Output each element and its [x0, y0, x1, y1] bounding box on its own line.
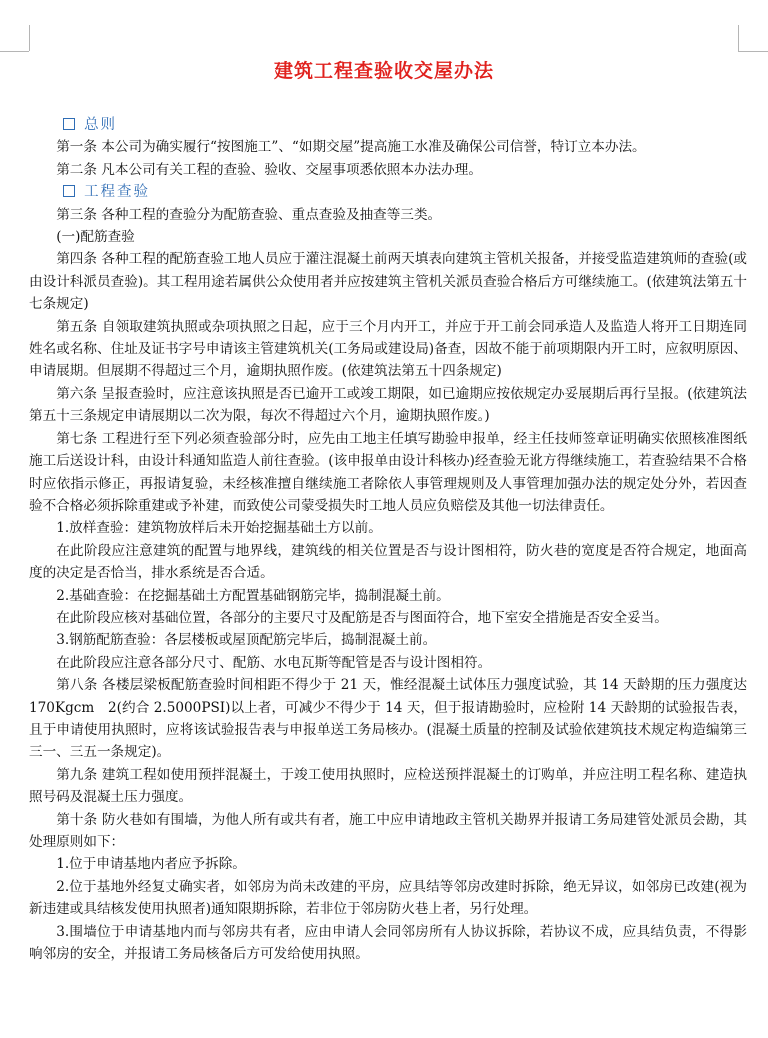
body-paragraph: 第一条 本公司为确实履行“按图施工”、“如期交屋”提高施工水准及确保公司信誉，特订立本办法。 — [56, 139, 646, 156]
body-paragraph: 1.放样查验：建筑物放样后未开始挖掘基础土方以前。 — [56, 520, 382, 537]
crop-mark-top-right-horizontal — [738, 51, 768, 52]
document-body — [29, 114, 747, 965]
checkbox-square-icon — [63, 118, 75, 130]
body-paragraph: 2.位于基地外经复丈确实者，如邻房为尚未改建的平房，应具结等邻房改建时拆除，绝无异议，如邻房已改建(视为新违建或具结核发使用执照者)通知限期拆除，若非位于邻房防火巷上者，另行处理。 — [29, 878, 747, 918]
body-paragraph: 在此阶段应注意建筑的配置与地界线，建筑线的相关位置是否与设计图相符，防火巷的宽度是否符合规定，地面高度的决定是否恰当，排水系统是否合适。 — [29, 542, 747, 582]
body-paragraph: 3.钢筋配筋查验：各层楼板或屋顶配筋完毕后，捣制混凝土前。 — [56, 632, 437, 649]
body-paragraph: 第六条 呈报查验时，应注意该执照是否已逾开工或竣工期限，如已逾期应按依规定办妥展期后再行呈报。(依建筑法第五十三条规定申请展期以二次为限，每次不得超过六个月，逾期执照作废。) — [29, 385, 747, 425]
body-paragraph: 第九条 建筑工程如使用预拌混凝土，于竣工使用执照时，应检送预拌混凝土的订购单，并应注明工程名称、建造执照号码及混凝土压力强度。 — [29, 766, 747, 806]
section-heading — [29, 181, 747, 203]
body-paragraph: (一)配筋查验 — [56, 229, 135, 246]
body-paragraph: 2.基础查验：在挖掘基础土方配置基础钢筋完毕，捣制混凝土前。 — [56, 587, 450, 604]
section-heading-text: 总则 — [84, 117, 118, 133]
checkbox-square-icon — [63, 185, 75, 197]
body-paragraph: 第二条 凡本公司有关工程的查验、验收、交屋事项悉依照本办法办理。 — [56, 161, 482, 178]
body-paragraph: 1.位于申请基地内者应予拆除。 — [56, 856, 246, 873]
crop-mark-top-right-vertical — [738, 25, 739, 51]
body-paragraph: 第八条 各楼层梁板配筋查验时间相距不得少于 21 天，惟经混凝土试体压力强度试验，其 14 天龄期的压力强度达 170Kgcm 2(约合 2.5000PSI)以上者，可减少不得少于 14 天，但于报请勘验时，应检附 14 天龄期的试验报告表，且于申请使用执照时，应将该试验报告表与申报单送工务局核办。(混凝土质量的控制及试验依建筑技术规定构造编第三三一、三五一条规定)。 — [29, 677, 747, 761]
section-heading-text: 工程查验 — [84, 184, 151, 201]
body-paragraph: 第三条 各种工程的查验分为配筋查验、重点查验及抽查等三类。 — [56, 206, 442, 223]
body-paragraph: 第五条 自领取建筑执照或杂项执照之日起，应于三个月内开工，并应于开工前会同承造人及监造人将开工日期连同姓名或名称、住址及证书字号申请该主管建筑机关(工务局或建设局)备查，因故不能于前项期限内开工时，应叙明原因、申请展期。但展期不得超过三个月，逾期执照作废。(依建筑法第五十四条规定) — [29, 318, 747, 380]
body-paragraph: 在此阶段应注意各部分尺寸、配筋、水电瓦斯等配管是否与设计图相符。 — [56, 654, 492, 671]
crop-mark-top-left-horizontal — [0, 51, 29, 52]
document-title: 建筑工程查验收交屋办法 — [273, 60, 494, 82]
crop-mark-top-left-vertical — [29, 25, 30, 51]
body-paragraph: 在此阶段应核对基础位置，各部分的主要尺寸及配筋是否与图面符合，地下室安全措施是否安全妥当。 — [56, 609, 668, 626]
body-paragraph: 3.围墙位于申请基地内而与邻房共有者，应由申请人会同邻房所有人协议拆除，若协议不成，应具结负责，不得影响邻房的安全，并报请工务局核备后方可发给使用执照。 — [29, 923, 747, 963]
body-paragraph: 第四条 各种工程的配筋查验工地人员应于灌注混凝土前两天填表向建筑主管机关报备，并接受监造建筑师的查验(或由设计科派员查验)。其工程用途若属供公众使用者并应按建筑主管机关派员查验合格后方可继续施工。(依建筑法第五十七条规定) — [29, 251, 747, 313]
body-paragraph: 第十条 防火巷如有围墙，为他人所有或共有者，施工中应申请地政主管机关勘界并报请工务局建管处派员会勘，其处理原则如下： — [29, 811, 747, 850]
body-paragraph: 第七条 工程进行至下列必须查验部分时，应先由工地主任填写勘验申报单，经主任技师签章证明确实依照核准图纸施工后送设计科，由设计科通知监造人前往查验。(该申报单由设计科核办)经查验无讹方得继续施工，若查验结果不合格时应依指示修正，再报请复验，未经核准擅自继续施工者除依人事管理规则及人事管理加强办法的规定处分外，若因查验不合格必须拆除重建或予补建，而致使公司蒙受损失时工地人员应负赔偿及其他一切法律责任。 — [29, 430, 747, 514]
section-heading — [29, 114, 747, 136]
